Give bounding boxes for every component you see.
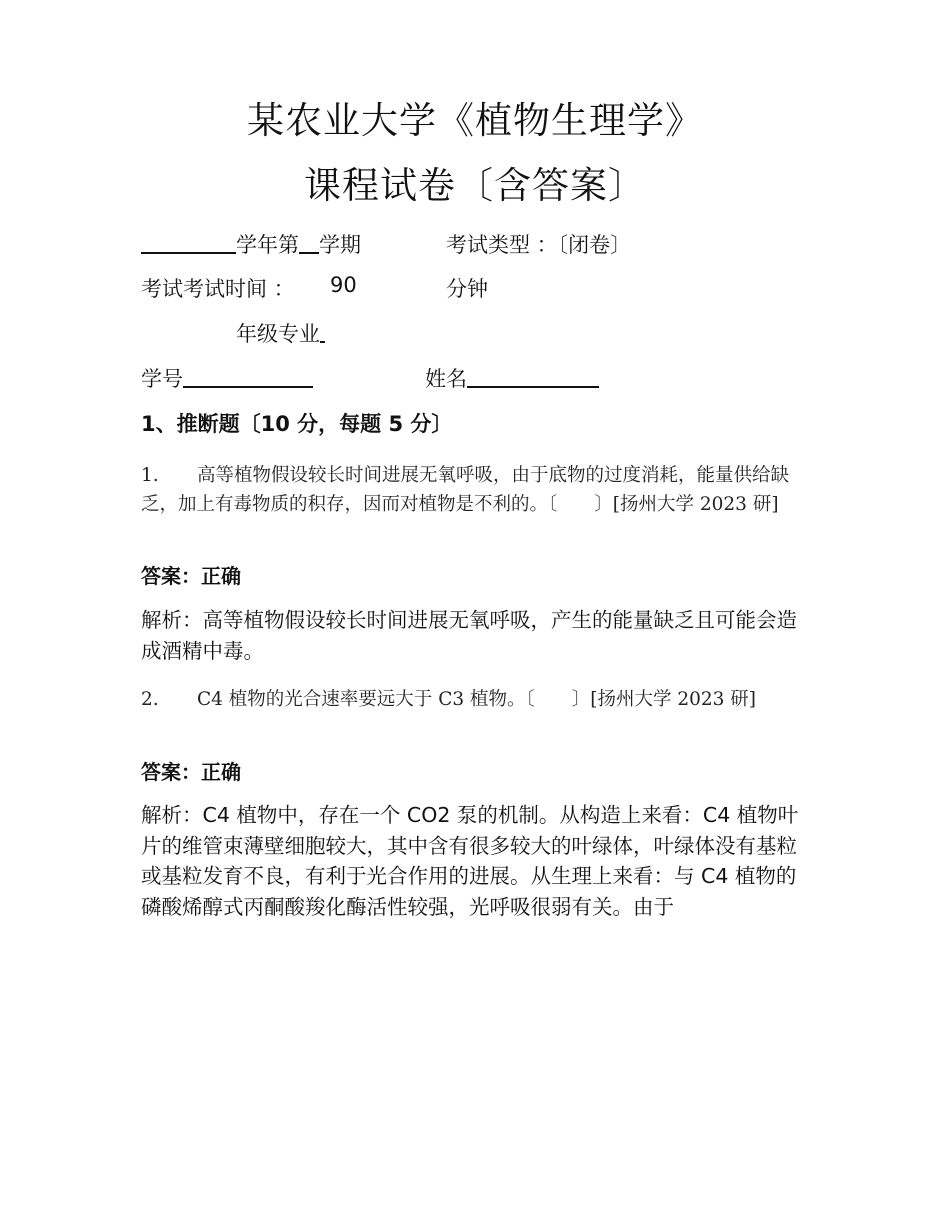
name-blank xyxy=(467,385,599,388)
grade-major-line xyxy=(236,318,325,348)
question-2 xyxy=(141,685,761,714)
exam-time-unit: 分钟 xyxy=(446,277,488,301)
exam-time-value: 90 xyxy=(330,273,357,297)
question-1 xyxy=(141,461,811,519)
question-2-number: 2. xyxy=(141,689,159,710)
question-2-answer: 答案：正确 xyxy=(141,760,241,784)
question-1-text: 高等植物假设较长时间进展无氧呼吸，由于底物的过度消耗，能量供给缺乏，加上有毒物质的积存，因而对植物是不利的。〔 〕[扬州大学 2023 研] xyxy=(141,465,790,515)
year-blank xyxy=(141,251,236,254)
exam-type: 考试类型 ：〔闭卷〕 xyxy=(446,233,632,257)
question-1-explanation: 解析：高等植物假设较长时间进展无氧呼吸，产生的能量缺乏且可能会造成酒精中毒。 xyxy=(141,608,797,663)
student-id-label: 学号 xyxy=(141,367,183,391)
title-line-2: 课程试卷〔含答案〕 xyxy=(304,164,646,207)
question-1-number: 1. xyxy=(141,465,159,486)
question-1-answer: 答案：正确 xyxy=(141,564,241,588)
academic-year-line xyxy=(141,229,361,259)
year-suffix: 学年第 xyxy=(236,233,299,257)
name-line xyxy=(425,363,599,393)
student-id-blank xyxy=(183,385,313,388)
question-2-text: C4 植物的光合速率要远大于 C3 植物。〔 〕[扬州大学 2023 研] xyxy=(197,689,757,710)
name-label: 姓名 xyxy=(425,367,467,391)
title-line-1: 某农业大学《植物生理学》 xyxy=(247,99,703,142)
grade-major-label: 年级专业 xyxy=(236,322,320,346)
exam-time-label: 考试考试时间 ： xyxy=(141,277,295,301)
term-suffix: 学期 xyxy=(319,233,361,257)
term-blank xyxy=(299,251,319,254)
section-heading: 1、推断题〔10 分，每题 5 分〕 xyxy=(141,412,453,436)
question-2-explanation: 解析：C4 植物中，存在一个 CO2 泵的机制。从构造上来看：C4 植物叶片的维管束薄壁细胞较大，其中含有很多较大的叶绿体，叶绿体没有基粒或基粒发育不良，有利于光合作用的进展。从生理上来看：与 C4 植物的磷酸烯醇式丙酮酸羧化酶活性较强，光呼吸很弱有关。由于 xyxy=(141,803,799,919)
grade-major-blank xyxy=(320,340,325,343)
student-id-line xyxy=(141,363,313,393)
